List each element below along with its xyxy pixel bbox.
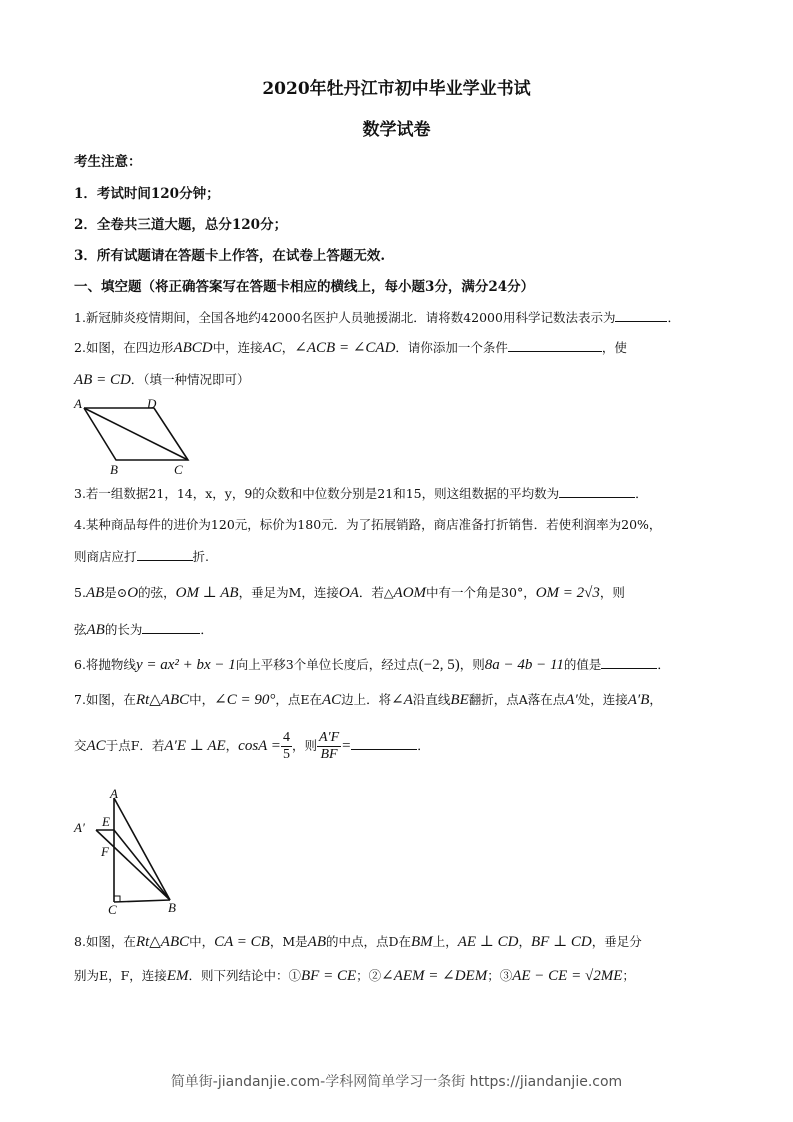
answer-blank-2	[508, 339, 602, 352]
answer-blank-3	[559, 485, 635, 498]
section-1-heading: 一、填空题（将正确答案写在答题卡相应的横线上，每小题3分，满分24分）	[74, 279, 535, 295]
label-c: C	[174, 462, 183, 476]
svg-text:B: B	[168, 900, 176, 915]
answer-blank-5	[142, 621, 200, 634]
question-7-line-1: 7.如图，在Rt△ABC中，∠C = 90°，点E在AC边上．将∠A沿直线BE翻折，点A落在点A′处，连接A′B，	[74, 692, 662, 708]
footer-watermark: 简单街-jiandanjie.com-学科网简单学习一条街 https://jiandanjie.com	[170, 1074, 623, 1090]
answer-blank-4	[137, 548, 193, 561]
notice-heading: 考生注意：	[74, 154, 142, 170]
question-1-text: 1.新冠肺炎疫情期间，全国各地约42000名医护人员驰援湖北．请将数42000用科学记数法表示为	[74, 310, 616, 325]
exam-subtitle: 数学试卷	[362, 120, 431, 140]
svg-text:C: C	[108, 902, 117, 916]
question-6: 6.将抛物线y = ax² + bx − 1向上平移3个单位长度后，经过点(−2, 5)，则8a − 4b − 11的值是 ．	[74, 657, 670, 673]
answer-blank-6	[601, 656, 657, 669]
answer-blank-1	[615, 309, 667, 322]
svg-text:E: E	[102, 814, 110, 829]
answer-blank-7	[351, 737, 417, 750]
question-2-line-1: 2.如图，在四边形ABCD中，连接AC，∠ACB = ∠CAD．请你添加一个条件 ，使	[74, 340, 627, 356]
question-4-line-2: 则商店应打 折.	[74, 549, 209, 564]
svg-text:A′: A′	[74, 820, 85, 835]
svg-text:F: F	[101, 844, 109, 859]
fraction-af-over-bf: $\frac{A'F}{BF}$	[318, 730, 340, 762]
label-a: A	[74, 396, 82, 411]
question-1: 1.新冠肺炎疫情期间，全国各地约42000名医护人员驰援湖北．请将数42000用科学记数法表示为 ．	[74, 310, 680, 325]
fraction-four-fifths: $\frac{4}{5}$	[282, 730, 290, 762]
quadrilateral-abcd-figure	[70, 396, 200, 476]
exam-title: 2020年牡丹江市初中毕业学业书试	[262, 79, 531, 99]
question-8-line-1: 8.如图，在Rt△ABC中，CA = CB，M是AB的中点，点D在BM上，AE ⊥ CD，BF ⊥ CD，垂足分	[74, 934, 642, 950]
question-4-line-1: 4.某种商品每件的进价为120元，标价为180元．为了拓展销路，商店准备打折销售．若使利润率为20%，	[74, 517, 662, 532]
question-2-line-2: AB = CD．（填一种情况即可）	[74, 372, 250, 388]
label-b: B	[110, 462, 118, 476]
question-5-line-2: 弦AB的长为 ．	[74, 622, 213, 638]
label-d: D	[147, 396, 157, 411]
question-5-line-1: 5.AB是⊙O的弦，OM ⊥ AB，垂足为M，连接OA．若△AOM中有一个角是30°，OM = 2√3，则	[74, 585, 625, 601]
question-8-line-2: 别为E，F，连接EM．则下列结论中：①BF = CE；②∠AEM = ∠DEM；③AE − CE = √2ME；	[74, 968, 635, 984]
right-triangle-fold-figure	[70, 786, 190, 916]
notice-item-1: 1．考试时间120分钟；	[74, 186, 220, 202]
notice-item-2: 2．全卷共三道大题，总分120分；	[74, 217, 288, 233]
notice-item-3: 3．所有试题请在答题卡上作答，在试卷上答题无效.	[74, 248, 386, 264]
question-3: 3.若一组数据21，14，x，y，9的众数和中位数分别是21和15，则这组数据的平均数为 ．	[74, 486, 648, 501]
question-7-line-2: 交AC于点F．若A′E ⊥ AE，cosA = $\frac{4}{5}$ ，则 $\frac{A'F}{BF}$ = ．	[74, 730, 430, 762]
svg-text:A: A	[110, 786, 118, 801]
